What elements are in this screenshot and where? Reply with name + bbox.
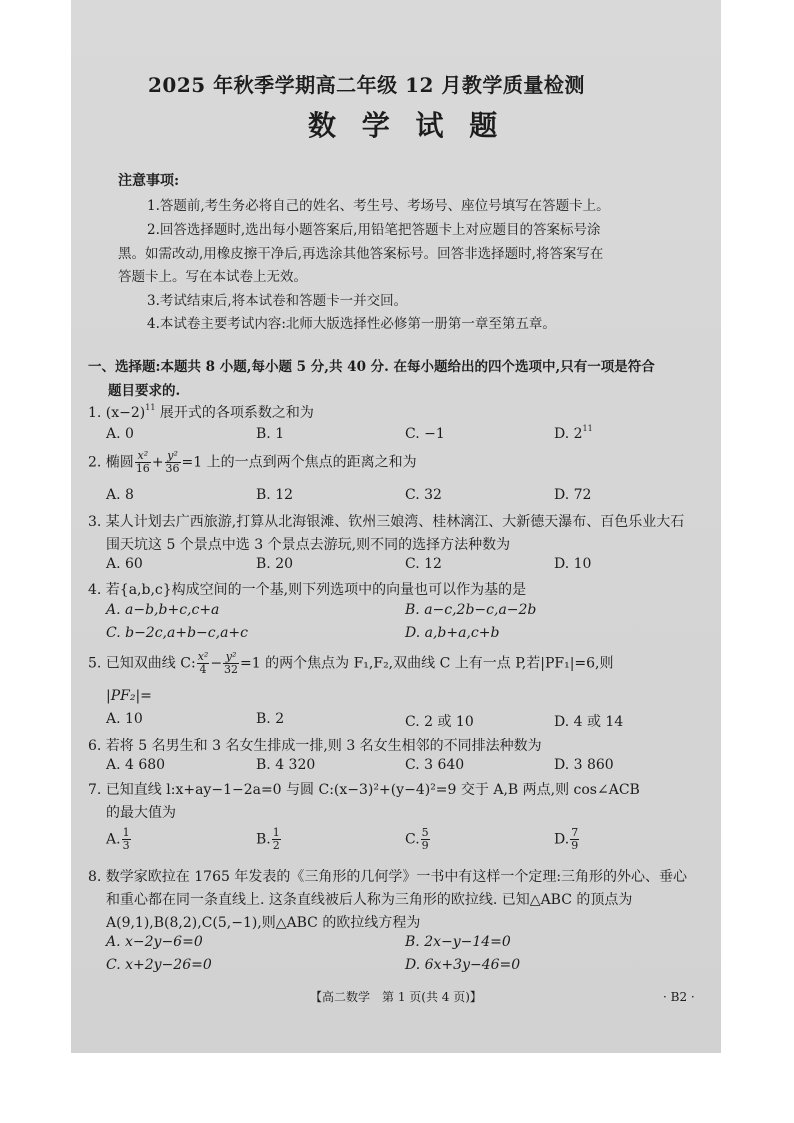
q1-lead: 1. (x−2) bbox=[88, 405, 146, 421]
question-5-cont: |PF₂|= bbox=[106, 688, 152, 704]
q1-option-c: C. −1 bbox=[405, 426, 445, 442]
notice-item-2: 2.回答选择题时,选出每小题答案后,用铅笔把答题卡上对应题目的答案标号涂 bbox=[147, 222, 601, 238]
q2-text: =1 上的一点到两个焦点的距离之和为 bbox=[181, 454, 417, 471]
q1-text: 展开式的各项系数之和为 bbox=[155, 405, 314, 421]
q5-option-b: B. 2 bbox=[256, 711, 285, 727]
question-4: 4. 若{a,b,c}构成空间的一个基,则下列选项中的向量也可以作为基的是 bbox=[88, 582, 527, 598]
q4-option-c: C. b−2c,a+b−c,a+c bbox=[106, 625, 248, 641]
q8-option-a: A. x−2y−6=0 bbox=[106, 934, 203, 950]
q1-option-d bbox=[554, 426, 593, 442]
question-2 bbox=[88, 450, 417, 475]
q2-plus: + bbox=[151, 454, 164, 471]
q2-option-d: D. 72 bbox=[554, 487, 592, 503]
question-1 bbox=[88, 402, 314, 422]
question-8-cont-1: 和重心都在同一条直线上. 这条直线被后人称为三角形的欧拉线. 已知△ABC 的顶点为 bbox=[106, 892, 633, 908]
q1-option-d-exp: 11 bbox=[582, 424, 593, 433]
notice-item-1: 1.答题前,考生务必将自己的姓名、考生号、考场号、座位号填写在答题卡上。 bbox=[147, 198, 610, 214]
q2-lead: 2. 椭圆 bbox=[88, 454, 134, 471]
q5-minus: − bbox=[210, 655, 223, 672]
page-footer: 【高二数学 第 1 页(共 4 页)】 bbox=[310, 990, 482, 1004]
q3-option-d: D. 10 bbox=[554, 556, 592, 572]
q4-option-d: D. a,b+a,c+b bbox=[405, 625, 500, 641]
paper-code: · B2 · bbox=[663, 990, 695, 1004]
subject-title: 数 学 试 题 bbox=[308, 109, 506, 142]
q1-option-b: B. 1 bbox=[256, 426, 285, 442]
question-6: 6. 若将 5 名男生和 3 名女生排成一排,则 3 名女生相邻的不同排法种数为 bbox=[88, 738, 542, 754]
q2-fraction-y: $\frac{\text{y²}}{36}$ bbox=[165, 449, 180, 475]
q5-text: =1 的两个焦点为 F₁,F₂,双曲线 C 上有一点 P,若|PF₁|=6,则 bbox=[240, 655, 614, 672]
q1-option-d-base: D. 2 bbox=[554, 426, 583, 442]
question-3-cont: 围天坑这 5 个景点中选 3 个景点去游玩,则不同的选择方法种数为 bbox=[106, 537, 511, 553]
q7-option-c: C. $\frac{5}{9}$ bbox=[405, 826, 429, 852]
notice-item-3: 3.考试结束后,将本试卷和答题卡一并交回。 bbox=[147, 293, 408, 309]
q2-option-b: B. 12 bbox=[256, 487, 294, 503]
q8-option-b: B. 2x−y−14=0 bbox=[405, 934, 511, 950]
section-heading: 一、选择题:本题共 8 小题,每小题 5 分,共 40 分. 在每小题给出的四个选项中,只有一项是符合 bbox=[88, 359, 655, 375]
q2-option-a: A. 8 bbox=[106, 487, 134, 503]
exam-title: 2025 年秋季学期高二年级 12 月教学质量检测 bbox=[148, 73, 585, 97]
q7-option-b: B. $\frac{1}{2}$ bbox=[256, 826, 280, 852]
q8-option-c: C. x+2y−26=0 bbox=[106, 957, 212, 973]
q5-lead: 5. 已知双曲线 C: bbox=[88, 655, 196, 672]
q6-option-c: C. 3 640 bbox=[405, 757, 465, 773]
q3-option-b: B. 20 bbox=[256, 556, 294, 572]
notice-item-2-end: 答题卡上。写在本试卷上无效。 bbox=[118, 269, 307, 285]
q1-option-a: A. 0 bbox=[106, 426, 134, 442]
q7-option-a: A. $\frac{1}{3}$ bbox=[106, 826, 130, 852]
notice-item-4: 4.本试卷主要考试内容:北师大版选择性必修第一册第一章至第五章。 bbox=[147, 316, 556, 332]
section-heading-cont: 题目要求的. bbox=[108, 383, 181, 399]
q8-option-d: D. 6x+3y−46=0 bbox=[405, 957, 521, 973]
notice-item-2-cont: 黑。如需改动,用橡皮擦干净后,再选涂其他答案标号。回答非选择题时,将答案写在 bbox=[118, 246, 604, 262]
q5-fraction-x: $\frac{\text{x²}}{4}$ bbox=[197, 650, 209, 676]
q5-option-a: A. 10 bbox=[106, 711, 143, 727]
q4-option-b: B. a−c,2b−c,a−2b bbox=[405, 602, 537, 618]
q4-option-a: A. a−b,b+c,c+a bbox=[106, 602, 220, 618]
q7-option-d: D. $\frac{7}{9}$ bbox=[554, 826, 579, 852]
q6-option-b: B. 4 320 bbox=[256, 757, 316, 773]
q3-option-c: C. 12 bbox=[405, 556, 442, 572]
q6-option-d: D. 3 860 bbox=[554, 757, 614, 773]
question-8-cont-2: A(9,1),B(8,2),C(5,−1),则△ABC 的欧拉线方程为 bbox=[106, 915, 421, 931]
notice-heading: 注意事项: bbox=[118, 173, 180, 189]
question-5 bbox=[88, 651, 614, 676]
q1-exponent: 11 bbox=[145, 403, 156, 412]
q5-option-d: D. 4 或 14 bbox=[554, 714, 624, 730]
q2-option-c: C. 32 bbox=[405, 487, 442, 503]
question-7: 7. 已知直线 l:x+ay−1−2a=0 与圆 C:(x−3)²+(y−4)²=9 交于 A,B 两点,则 cos∠ACB bbox=[88, 782, 640, 798]
question-8: 8. 数学家欧拉在 1765 年发表的《三角形的几何学》一书中有这样一个定理:三角形的外心、垂心 bbox=[88, 869, 688, 885]
q5-fraction-y: $\frac{\text{y²}}{32}$ bbox=[224, 650, 239, 676]
q6-option-a: A. 4 680 bbox=[106, 757, 166, 773]
question-7-cont: 的最大值为 bbox=[106, 805, 176, 821]
question-3: 3. 某人计划去广西旅游,打算从北海银滩、钦州三娘湾、桂林漓江、大新德天瀑布、百色乐业大石 bbox=[88, 514, 685, 530]
q2-fraction-x: $\frac{\text{x²}}{16}$ bbox=[135, 449, 150, 475]
q3-option-a: A. 60 bbox=[106, 556, 143, 572]
q5-option-c: C. 2 或 10 bbox=[405, 714, 474, 730]
